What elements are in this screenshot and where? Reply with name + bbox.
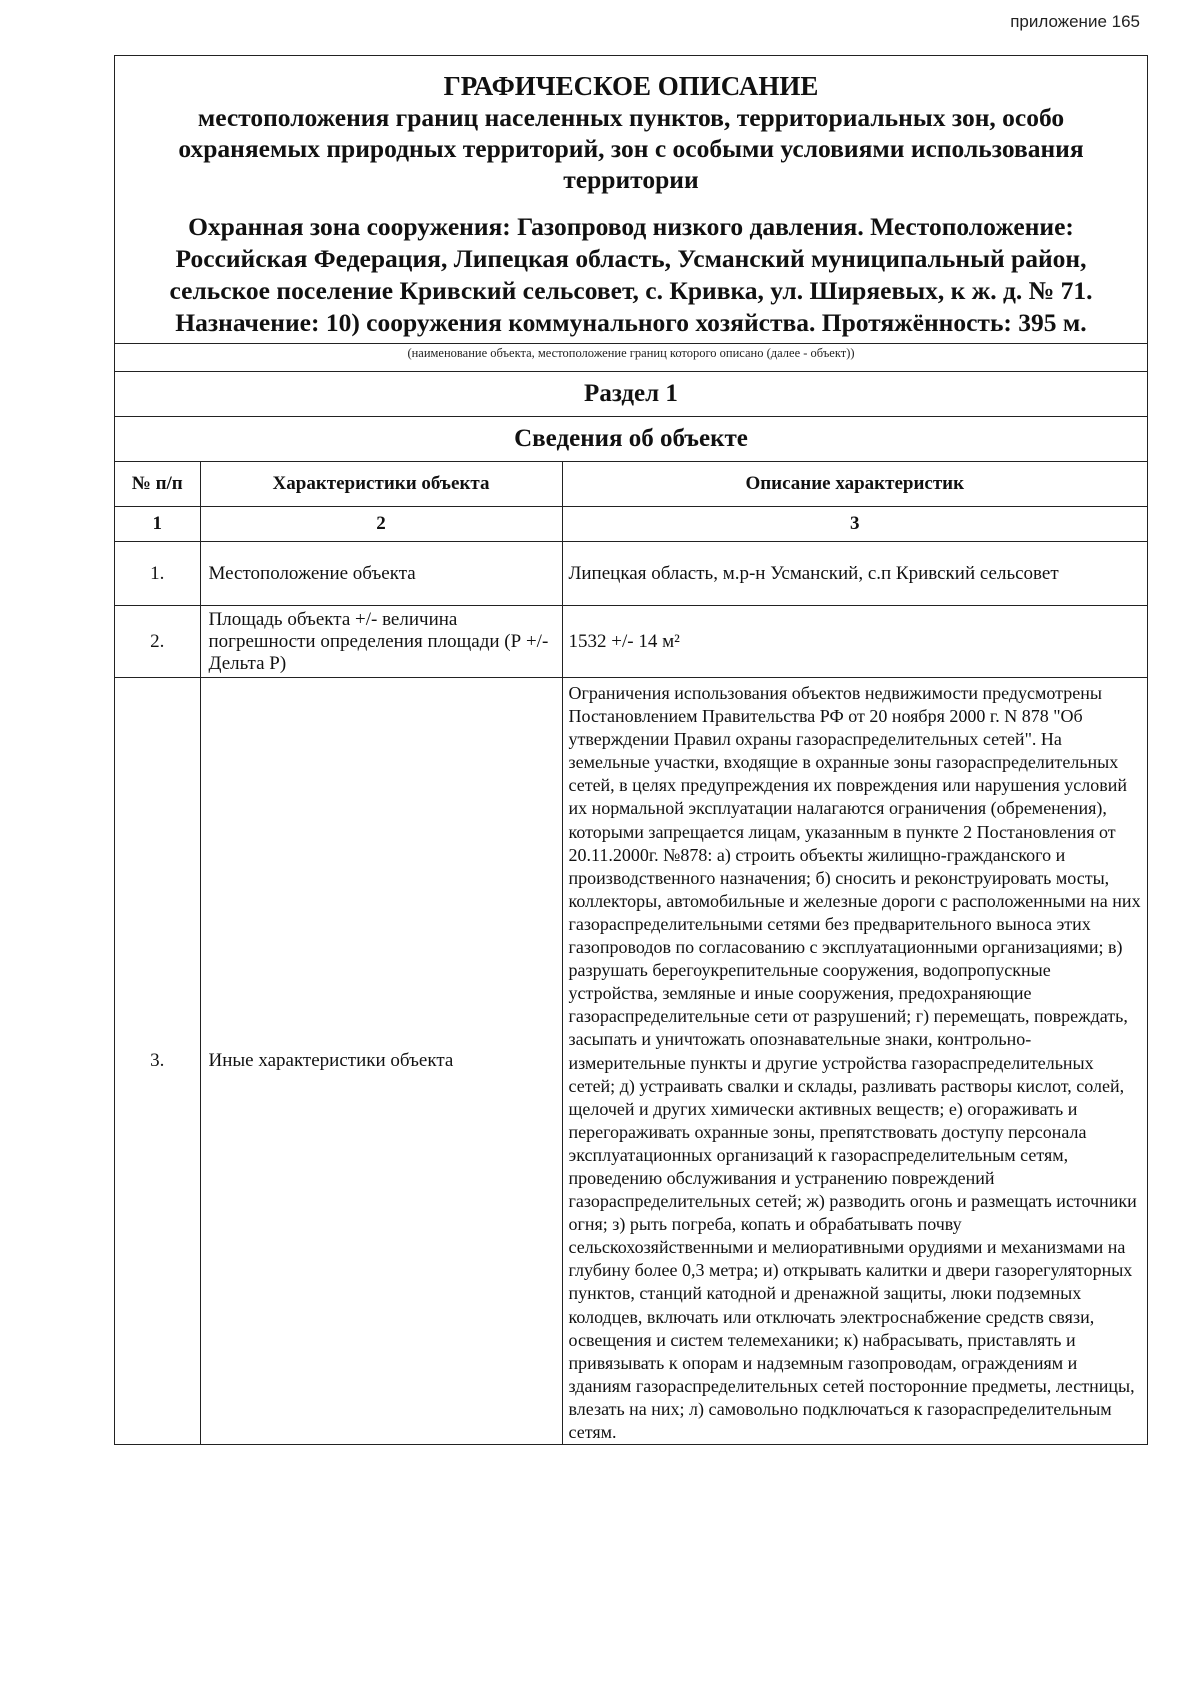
table-header-row bbox=[115, 462, 1147, 507]
document-subtitle: местоположения границ населенных пунктов, территориальных зон, особо охраняемых природных территорий, зон с особыми условиями использования территории bbox=[178, 103, 1084, 194]
appendix-label: приложение 165 bbox=[1010, 12, 1140, 31]
row-number: 2. bbox=[115, 606, 200, 678]
header-characteristic: Характеристики объекта bbox=[200, 462, 562, 507]
column-number-1: 1 bbox=[115, 507, 200, 542]
row-description: Ограничения использования объектов недвижимости предусмотрены Постановлением Правительства РФ от 20 ноября 2000 г. N 878 "Об утверждении Правил охраны газораспределительных сетей". На земельные участки, входящие в охранные зоны газораспределительных сетей, в целях предупреждения их повреждения или нарушения условий их нормальной эксплуатации налагаются ограничения (обременения), которыми запрещается лицам, указанным в пункте 2 Постановления от 20.11.2000г. №878: а) строить объекты жилищно-гражданского и производственного назначения; б) сносить и реконструировать мосты, коллекторы, автомобильные и железные дороги с расположенными на них газораспределительными сетями без предварительного выноса этих газопроводов по согласованию с эксплуатационными организациями; в) разрушать берегоукрепительные сооружения, водопропускные устройства, земляные и иные сооружения, предохраняющие газораспределительные сети от разрушений; г) перемещать, повреждать, засыпать и уничтожать опознавательные знаки, контрольно-измерительные пункты и другие устройства газораспределительных сетей; д) устраивать свалки и склады, разливать растворы кислот, солей, щелочей и других химически активных веществ; е) огораживать и перегораживать охранные зоны, препятствовать доступу персонала эксплуатационных организаций к газораспределительным сетям, проведению обслуживания и устранению повреждений газораспределительных сетей; ж) разводить огонь и размещать источники огня; з) рыть погреба, копать и обрабатывать почву сельскохозяйственными и мелиоративными орудиями и механизмами на глубину более 0,3 метра; и) открывать калитки и двери газорегуляторных пунктов, станций катодной и дренажной защиты, люки подземных колодцев, включать или отключать электроснабжение средств связи, освещения и систем телемеханики; к) набрасывать, приставлять и привязывать к опорам и надземным газопроводам, ограждениям и зданиям газораспределительных сетей посторонние предметы, лестницы, влезать на них; л) самовольно подключаться к газораспределительным сетям. bbox=[562, 678, 1147, 1445]
row-characteristic: Местоположение объекта bbox=[200, 542, 562, 606]
column-number-2: 2 bbox=[200, 507, 562, 542]
column-numbers-row bbox=[115, 507, 1147, 542]
object-description: Охранная зона сооружения: Газопровод низкого давления. Местоположение: Российская Федерация, Липецкая область, Усманский муниципальный район, сельское поселение Кривский сельсовет, с. Кривка, ул. Ширяевых, к ж. д. № 71. Назначение: 10) сооружения коммунального хозяйства. Протяжённость: 395 м. bbox=[169, 212, 1093, 337]
table-row bbox=[115, 542, 1147, 606]
section-subtitle: Сведения об объекте bbox=[115, 416, 1147, 461]
document-frame bbox=[114, 55, 1148, 1445]
table-row bbox=[115, 606, 1147, 678]
row-characteristic: Площадь объекта +/- величина погрешности определения площади (Р +/- Дельта Р) bbox=[200, 606, 562, 678]
row-description: Липецкая область, м.р-н Усманский, с.п Кривский сельсовет bbox=[562, 542, 1147, 606]
header-num: № п/п bbox=[115, 462, 200, 507]
table-row bbox=[115, 678, 1147, 1445]
row-characteristic: Иные характеристики объекта bbox=[200, 678, 562, 1445]
object-caption: (наименование объекта, местоположение границ которого описано (далее - объект)) bbox=[115, 343, 1147, 371]
column-number-3: 3 bbox=[562, 507, 1147, 542]
row-description: 1532 +/- 14 м² bbox=[562, 606, 1147, 678]
header-description: Описание характеристик bbox=[562, 462, 1147, 507]
row-number: 3. bbox=[115, 678, 200, 1445]
document-title: ГРАФИЧЕСКОЕ ОПИСАНИЕ bbox=[443, 71, 819, 101]
row-number: 1. bbox=[115, 542, 200, 606]
document-header bbox=[115, 56, 1147, 343]
section-title: Раздел 1 bbox=[115, 371, 1147, 416]
characteristics-table bbox=[115, 461, 1147, 1445]
